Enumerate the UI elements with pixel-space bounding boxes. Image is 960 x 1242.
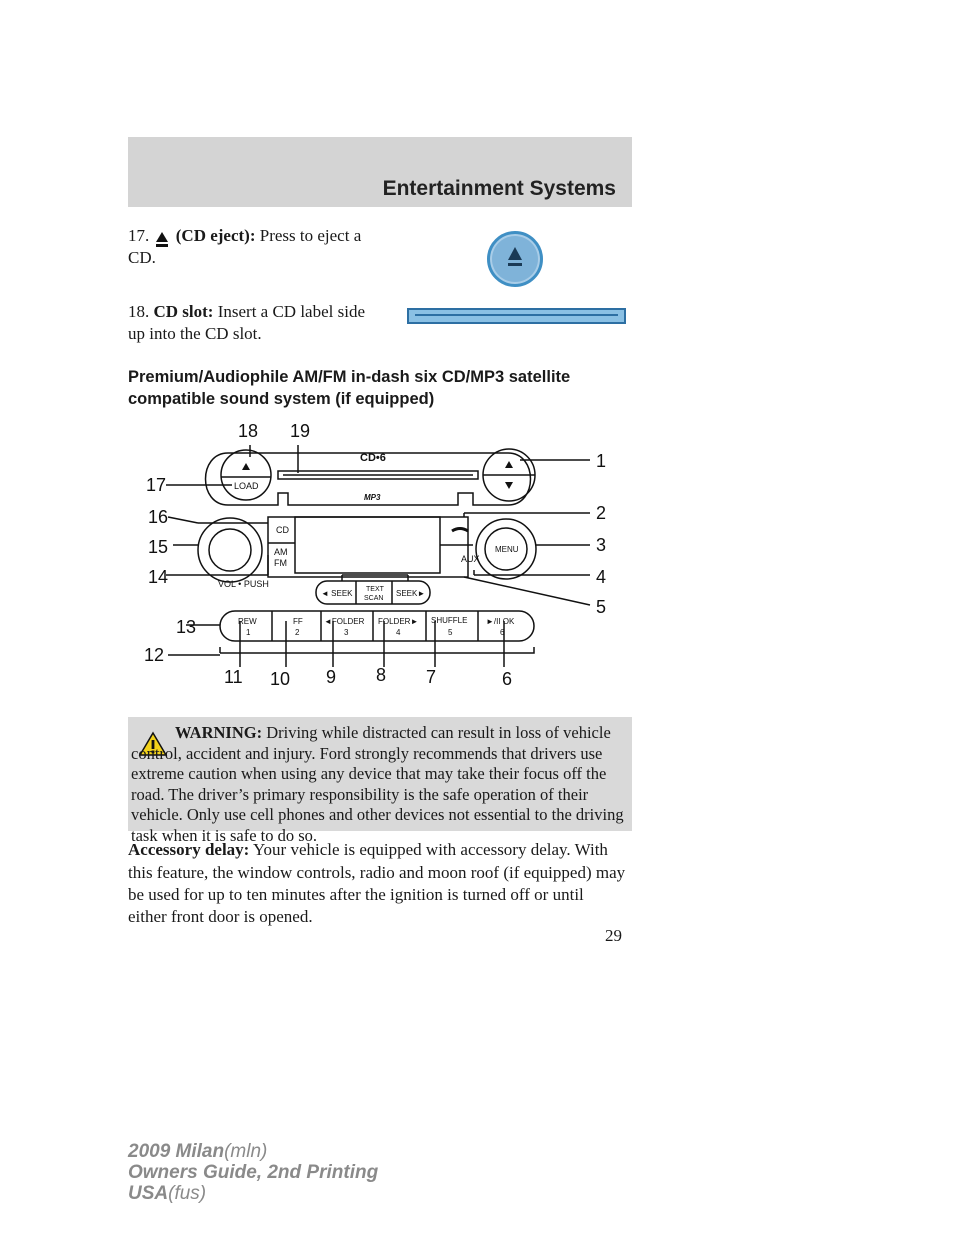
section-heading-line: compatible sound system (if equipped) <box>128 390 435 408</box>
callout-17: 17 <box>146 475 167 495</box>
preset-label: ►/II OK <box>486 617 515 626</box>
callout-5: 5 <box>596 597 607 617</box>
preset-number: 5 <box>448 628 453 637</box>
preset-number: 3 <box>344 628 349 637</box>
eject-arrow-icon <box>242 463 250 470</box>
item-label: (CD eject): <box>175 226 256 245</box>
preset-label: FOLDER► <box>378 617 419 626</box>
preset-label: SHUFFLE <box>431 616 468 625</box>
seek-right-label: SEEK► <box>396 589 426 598</box>
cd-label: CD <box>276 525 289 535</box>
callout-11: 11 <box>224 667 243 687</box>
warning-box <box>128 717 632 845</box>
eject-button-illustration <box>487 231 543 287</box>
fm-label: FM <box>274 558 287 568</box>
warning-line: essential to the driving task when it is safe to do so. <box>131 805 624 845</box>
menu-label: MENU <box>495 545 519 554</box>
am-label: AM <box>274 547 288 557</box>
item-text: Insert a CD label side <box>217 302 366 321</box>
accessory-line <box>128 839 608 861</box>
vol-push-label: VOL • PUSH <box>218 579 269 589</box>
footer-model: 2009 Milan <box>128 1141 225 1162</box>
preset-number: 4 <box>396 628 401 637</box>
preset-label: FF <box>293 617 303 626</box>
callout-13: 13 <box>176 617 197 637</box>
callout-9: 9 <box>326 667 337 687</box>
page-number: 29 <box>605 926 622 945</box>
callout-15: 15 <box>148 537 169 557</box>
item-cd-eject-cont: CD. <box>128 248 156 267</box>
item-number: 17. <box>128 226 150 245</box>
item-cd-slot-cont: up into the CD slot. <box>128 324 262 343</box>
callout-12: 12 <box>144 645 165 665</box>
accessory-label: Accessory delay: <box>128 840 250 859</box>
cd-slot-illustration <box>407 308 626 324</box>
accessory-line: be used for up to ten minutes after the ignition is turned off or until <box>128 885 584 904</box>
callout-4: 4 <box>596 567 607 587</box>
preset-number: 6 <box>500 628 505 637</box>
warning-text <box>131 723 626 846</box>
footer-line <box>128 1141 378 1162</box>
callout-19: 19 <box>290 421 311 441</box>
item-cd-slot <box>128 301 365 323</box>
warning-line: drivers use extreme caution when using any device that may take their <box>131 743 603 783</box>
cd6-label: CD•6 <box>360 452 386 464</box>
callout-8: 8 <box>376 665 387 685</box>
callout-1: 1 <box>596 451 607 471</box>
header-band <box>128 137 632 207</box>
warning-line: focus off the road. The driver’s primary responsibility is the safe <box>131 764 607 804</box>
radio-diagram <box>128 405 628 705</box>
warning-line: Driving while distracted can result in loss of vehicle <box>266 723 611 742</box>
footer-line <box>128 1183 378 1204</box>
item-text: Press to eject a <box>259 226 362 245</box>
callout-6: 6 <box>502 669 513 689</box>
item-label: CD slot: <box>153 302 214 321</box>
item-cd-eject <box>128 225 361 247</box>
section-heading <box>128 366 628 410</box>
footer-code: (mln) <box>224 1141 268 1162</box>
accessory-line: either front door is opened. <box>128 907 313 926</box>
footer <box>128 1141 378 1204</box>
callout-18: 18 <box>238 421 259 441</box>
preset-label: ◄FOLDER <box>324 617 365 626</box>
callout-2: 2 <box>596 503 607 523</box>
eject-icon <box>490 234 540 284</box>
load-label: LOAD <box>234 481 259 491</box>
warning-line: control, accident and injury. Ford strongly recommends that <box>131 743 527 763</box>
item-number: 18. <box>128 302 150 321</box>
callout-10: 10 <box>270 669 291 689</box>
mp3-label: MP3 <box>364 493 381 502</box>
accessory-line: this feature, the window controls, radio and moon roof (if equipped) may <box>128 863 626 882</box>
up-arrow-icon <box>505 461 513 468</box>
text-label: TEXT <box>366 586 384 593</box>
down-arrow-icon <box>505 482 513 489</box>
warning-label: WARNING: <box>175 723 263 742</box>
callout-14: 14 <box>148 567 169 587</box>
callout-16: 16 <box>148 507 169 527</box>
preset-number: 1 <box>246 628 251 637</box>
section-title: Entertainment Systems <box>382 177 616 200</box>
preset-label: REW <box>238 617 257 626</box>
eject-icon <box>156 232 168 242</box>
preset-number: 2 <box>295 628 300 637</box>
phone-icon <box>452 529 468 532</box>
footer-line: Owners Guide, 2nd Printing <box>128 1162 379 1183</box>
aux-label: AUX <box>461 554 480 564</box>
warning-line: operation of their vehicle. Only use cell phones and other devices not <box>131 784 589 824</box>
scan-label: SCAN <box>364 595 384 602</box>
accessory-text: Your vehicle is equipped with accessory delay. With <box>252 840 608 859</box>
footer-market: USA <box>128 1183 169 1204</box>
footer-code: (fus) <box>168 1183 207 1204</box>
seek-left-label: ◄ SEEK <box>321 589 353 598</box>
callout-3: 3 <box>596 535 607 555</box>
section-heading-line: Premium/Audiophile AM/FM in-dash six CD/MP3 satellite <box>128 368 571 386</box>
callout-7: 7 <box>426 667 437 687</box>
